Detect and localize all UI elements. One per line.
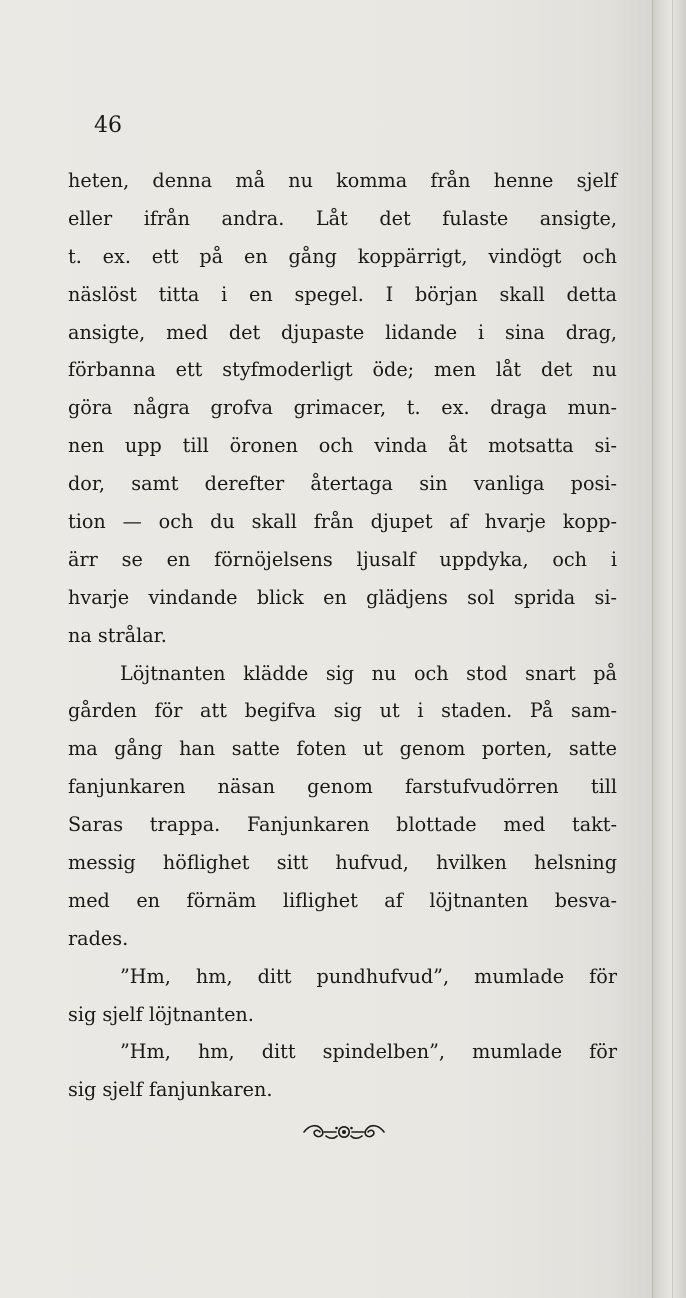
text-line: göra några grofva grimacer, t. ex. draga mun- <box>68 396 617 420</box>
text-line: nen upp till öronen och vinda åt motsatta si- <box>68 434 617 458</box>
text-line: gården för att begifva sig ut i staden. På sam- <box>68 699 617 723</box>
text-line: ”Hm, hm, ditt pundhufvud”, mumlade för <box>120 964 617 988</box>
text-line: heten, denna må nu komma från henne sjelf <box>68 169 617 192</box>
text-line: ärr se en förnöjelsens ljusalf uppdyka, och i <box>68 547 617 571</box>
text-line: eller ifrån andra. Låt det fulaste ansigte, <box>68 206 617 230</box>
text-line: Saras trappa. Fanjunkaren blottade med takt- <box>68 813 617 837</box>
text-line: näslöst titta i en spegel. I början skall detta <box>68 282 617 306</box>
text-line: ansigte, med det djupaste lidande i sina drag, <box>68 320 617 344</box>
page-edge-line <box>672 0 673 1298</box>
text-line: fanjunkaren näsan genom farstufvudörren till <box>68 775 617 799</box>
adjacent-page-edge <box>652 0 686 1298</box>
body-text <box>68 162 617 1109</box>
text-line: ”Hm, hm, ditt spindelben”, mumlade för <box>120 1040 617 1064</box>
text-line: förbanna ett styfmoderligt öde; men låt det nu <box>68 358 617 382</box>
text-line: ma gång han satte foten ut genom porten, satte <box>68 737 617 761</box>
text-line: hvarje vindande blick en glädjens sol sprida si- <box>68 585 617 609</box>
text-line: med en förnäm liflighet af löjtnanten besva- <box>68 888 617 912</box>
text-line: Löjtnanten klädde sig nu och stod snart på <box>120 661 617 685</box>
decorative-scroll-ornament-icon <box>300 1121 388 1143</box>
text-line: rades. <box>68 926 129 950</box>
page-number: 46 <box>94 113 122 138</box>
text-line: tion — och du skall från djupet af hvarje kopp- <box>68 510 617 534</box>
text-line: dor, samt derefter återtaga sin vanliga posi- <box>68 472 617 496</box>
text-line: t. ex. ett på en gång koppärrigt, vindögt och <box>68 244 617 268</box>
text-line: sig sjelf löjtnanten. <box>68 1002 254 1026</box>
text-line: sig sjelf fanjunkaren. <box>68 1078 273 1102</box>
text-line: messig höflighet sitt hufvud, hvilken helsning <box>68 851 617 875</box>
text-line: na strålar. <box>68 623 167 647</box>
